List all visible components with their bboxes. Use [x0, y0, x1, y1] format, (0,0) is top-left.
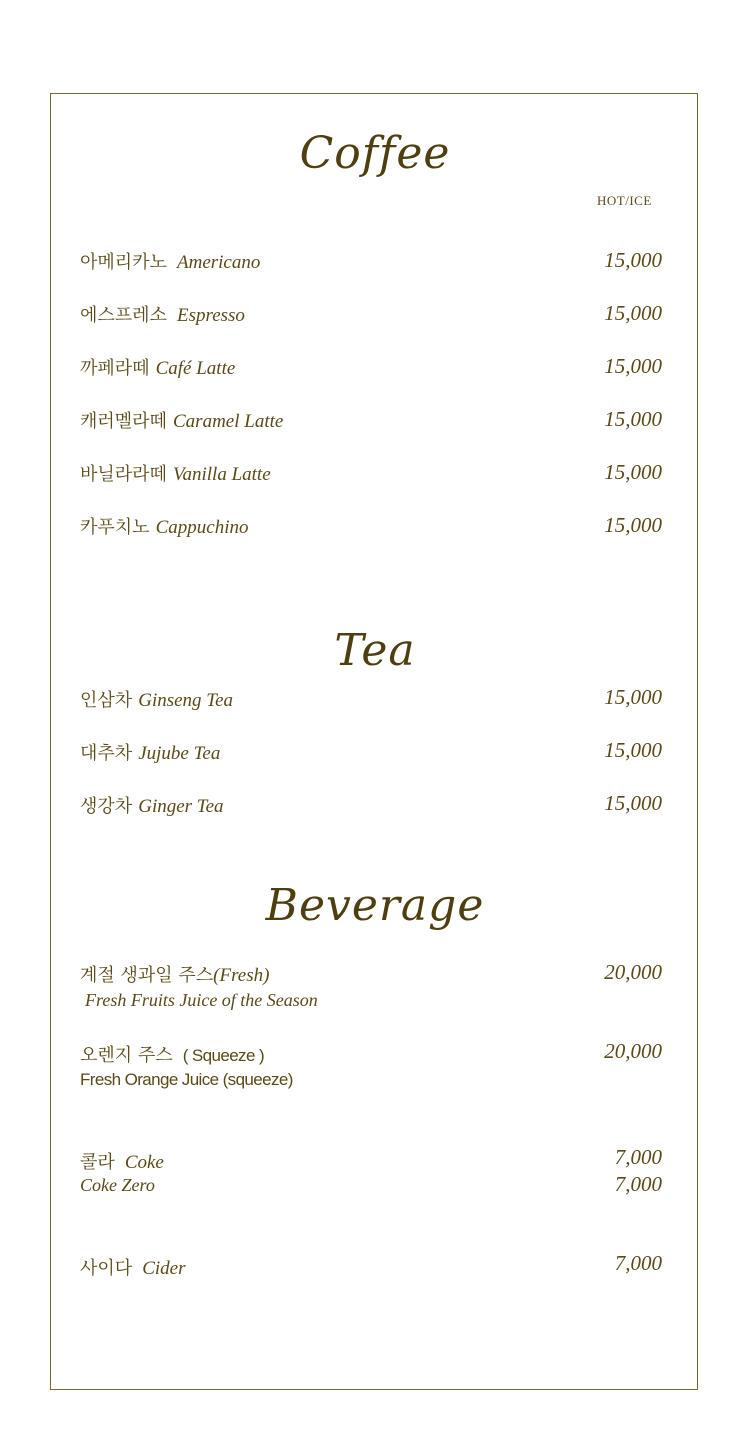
menu-item-ginseng-tea	[80, 686, 233, 712]
tea-title: Tea	[334, 625, 416, 676]
price-cappuchino: 15,000	[604, 513, 662, 537]
item-name-en: Jujube Tea	[138, 743, 221, 764]
price-jujube-tea: 15,000	[604, 738, 662, 762]
item-name-ko: 캐러멜라떼	[80, 411, 167, 432]
price-espresso: 15,000	[604, 301, 662, 325]
price-americano: 15,000	[604, 248, 662, 272]
price-coke-zero: 7,000	[614, 1172, 662, 1196]
beverage-title: Beverage	[265, 880, 485, 931]
item-subtitle: Fresh Orange Juice (squeeze)	[80, 1070, 293, 1089]
item-subtitle: Fresh Fruits Juice of the Season	[85, 990, 318, 1010]
item-name-ko: 사이다	[80, 1258, 133, 1279]
menu-item-orange-juice	[80, 1041, 264, 1067]
item-name-ko: 생강차	[80, 796, 133, 817]
menu-item-caramel-latte	[80, 407, 283, 433]
price-coke: 7,000	[614, 1145, 662, 1169]
item-name-ko: 콜라	[80, 1152, 115, 1173]
coffee-title: Coffee	[299, 128, 451, 179]
item-name-ko: 아메리카노	[80, 252, 167, 273]
price-cider: 7,000	[614, 1251, 662, 1275]
item-name-ko: 오렌지 주스	[80, 1045, 173, 1066]
item-name-ko: 계절 생과일 주스	[80, 965, 214, 986]
item-name-en: (Fresh)	[213, 965, 270, 986]
hot-ice-header: HOT/ICE	[597, 193, 652, 208]
menu-item-espresso	[80, 301, 245, 327]
item-name-en: Cider	[142, 1258, 186, 1279]
item-name-en: Espresso	[177, 305, 245, 326]
item-name-en: Americano	[177, 252, 261, 273]
item-name-en: Cappuchino	[155, 517, 249, 538]
menu-item-vanilla-latte	[80, 460, 271, 486]
item-name-ko: 까페라떼	[80, 358, 150, 379]
item-name-ko: 대추차	[80, 743, 133, 764]
item-name-ko: 인삼차	[80, 690, 133, 711]
item-name-en: Vanilla Latte	[173, 464, 271, 485]
item-name-ko: 카푸치노	[80, 517, 150, 538]
price-fresh-juice: 20,000	[604, 960, 662, 984]
price-cafe-latte: 15,000	[604, 354, 662, 378]
price-ginseng-tea: 15,000	[604, 685, 662, 709]
item-name-en: Ginger Tea	[138, 796, 224, 817]
item-name-en: ( Squeeze )	[182, 1046, 264, 1065]
menu-item-cafe-latte	[80, 354, 235, 380]
price-vanilla-latte: 15,000	[604, 460, 662, 484]
price-orange-juice: 20,000	[604, 1039, 662, 1063]
item-name-ko: 바닐라라떼	[80, 464, 167, 485]
item-name-en: Ginseng Tea	[138, 690, 234, 711]
menu-item-fresh-juice	[80, 961, 269, 987]
item-name-ko: 에스프레소	[80, 305, 167, 326]
item-name-en: Caramel Latte	[173, 411, 284, 432]
item-name-en: Coke	[124, 1152, 164, 1173]
menu-item-cider	[80, 1254, 186, 1280]
menu-item-jujube-tea	[80, 739, 220, 765]
item-subtitle-coke-zero: Coke Zero	[80, 1175, 155, 1195]
menu-item-coke	[80, 1148, 164, 1174]
menu-item-cappuchino	[80, 513, 249, 539]
price-ginger-tea: 15,000	[604, 791, 662, 815]
price-caramel-latte: 15,000	[604, 407, 662, 431]
menu-item-ginger-tea	[80, 792, 224, 818]
menu-item-americano	[80, 248, 260, 274]
item-name-en: Café Latte	[155, 358, 236, 379]
